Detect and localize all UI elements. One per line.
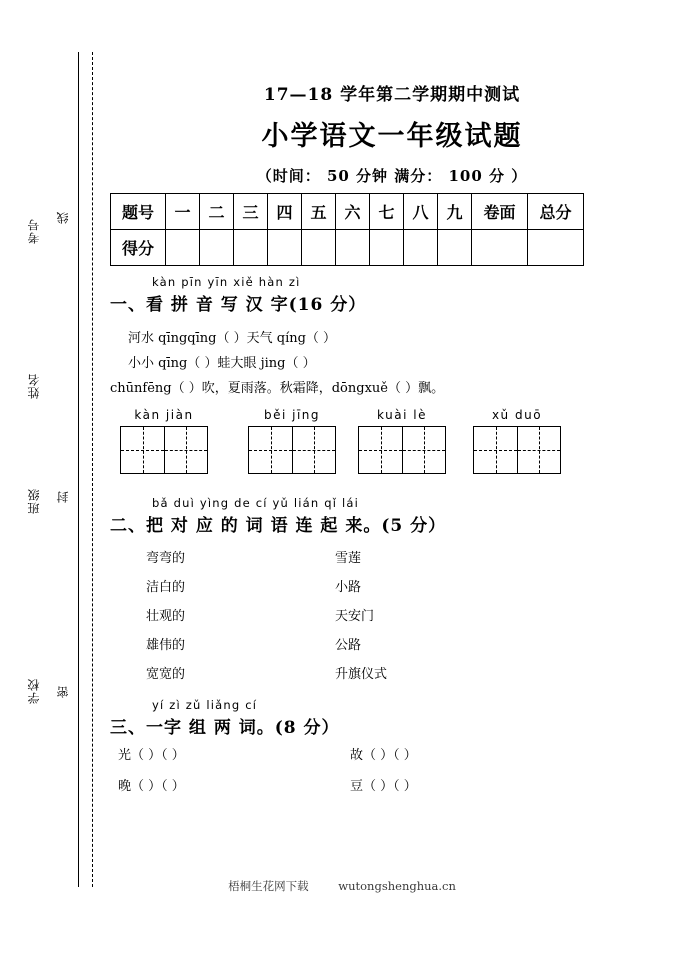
tianzige-group-xuduo [473,408,561,474]
score-table-col-8: 八 [404,194,438,230]
section-one-line-3[interactable]: chūnfēng（ ）吹，夏雨落。秋霜降，dōngxuě（ ）飘。 [110,381,445,396]
section-three-title: 三、一字 组 两 词。(8 分） [110,718,340,738]
word-building-prompt-guang[interactable]: 光（ ）（ ） [118,748,185,763]
seal-label-xian: 线 [57,208,70,227]
section-one-line-2[interactable]: 小小 qīng（ ）蛙大眼 jing（ ） [128,356,316,371]
seal-label-class: 班级 [28,485,41,517]
tianzige-cell[interactable] [164,427,207,473]
score-table-col-5: 五 [302,194,336,230]
score-table-col-presentation: 卷面 [472,194,528,230]
word-building-prompt-dou[interactable]: 豆（ ）（ ） [350,779,417,794]
score-table-col-9: 九 [438,194,472,230]
tianzige-label-kanjian: kàn jiàn [134,408,194,422]
list-item[interactable]: 升旗仪式 [335,667,388,682]
section-two-pinyin: bǎ duì yìng de cí yǔ lián qǐ lái [152,496,360,510]
section-one-line-1[interactable]: 河水 qīngqīng（ ）天气 qíng（ ） [128,331,337,346]
tianzige-cell[interactable] [249,427,292,473]
tianzige-label-beijing: běi jīng [263,408,321,422]
tianzige-group-kuaile [358,408,446,474]
word-building-prompt-gu[interactable]: 故（ ）（ ） [350,748,417,763]
seal-dashed-line [92,52,93,887]
tianzige-grid-row [110,408,630,494]
score-table-col-4: 四 [268,194,302,230]
score-cell-6[interactable] [336,230,370,266]
list-item[interactable]: 洁白的 [146,580,186,595]
score-table-row-label-score: 得分 [111,230,166,266]
tianzige-cell[interactable] [359,427,402,473]
tianzige-cell[interactable] [474,427,517,473]
score-table-col-3: 三 [234,194,268,230]
section-three [110,698,630,806]
word-building-prompt-wan[interactable]: 晚（ ）（ ） [118,779,185,794]
exam-time-and-score-line: （时间： 50 分钟 满分： 100 分 ） [256,167,528,185]
score-cell-9[interactable] [438,230,472,266]
tianzige-group-kanjian [120,408,208,474]
tianzige-box-beijing[interactable] [248,426,336,474]
tianzige-label-kuaile: kuài lè [377,408,427,422]
matching-right-column [335,544,387,689]
list-item[interactable]: 雄伟的 [146,638,186,653]
score-cell-1[interactable] [166,230,200,266]
tianzige-cell[interactable] [121,427,164,473]
score-table-col-1: 一 [166,194,200,230]
word-building-area [110,744,630,806]
section-one-title: 一、看 拼 音 写 汉 字(16 分） [110,295,367,315]
tianzige-label-xuduo: xǔ duō [491,408,543,422]
footer-site-url: wutongshenghua.cn [338,879,456,893]
list-item[interactable]: 小路 [335,580,362,595]
tianzige-group-beijing [248,408,336,474]
section-one-pinyin: kàn pīn yīn xiě hàn zì [152,275,301,289]
tianzige-cell[interactable] [517,427,560,473]
matching-left-column [146,544,185,689]
score-cell-total[interactable] [528,230,584,266]
section-two-title: 二、把 对 应 的 词 语 连 起 来。(5 分） [110,516,447,536]
score-table [110,193,584,266]
list-item[interactable]: 公路 [335,638,362,653]
tianzige-cell[interactable] [402,427,445,473]
tianzige-box-kanjian[interactable] [120,426,208,474]
matching-exercise-area [110,544,630,696]
list-item[interactable]: 弯弯的 [146,551,186,566]
score-table-col-total: 总分 [528,194,584,230]
score-table-col-2: 二 [200,194,234,230]
list-item[interactable]: 天安门 [335,609,375,624]
tianzige-cell[interactable] [292,427,335,473]
page-title: 小学语文一年级试题 [261,121,523,152]
page-header [100,0,684,186]
seal-label-feng: 封 [57,487,70,506]
exam-body [110,275,630,808]
seal-margin-column [0,0,100,967]
section-two [110,496,630,696]
score-cell-5[interactable] [302,230,336,266]
score-cell-3[interactable] [234,230,268,266]
score-cell-7[interactable] [370,230,404,266]
score-table-col-6: 六 [336,194,370,230]
seal-label-name: 姓名 [28,370,41,402]
table-row-scores [111,230,584,266]
score-table-row-label-number: 题号 [111,194,166,230]
score-cell-2[interactable] [200,230,234,266]
seal-label-mi: 密 [57,682,70,701]
word-building-row-2 [110,775,630,806]
seal-label-school: 学校 [28,675,41,707]
section-one [110,275,630,494]
exam-subtitle: 17—18 学年第二学期期中测试 [263,85,521,105]
list-item[interactable]: 雪莲 [335,551,362,566]
tianzige-box-kuaile[interactable] [358,426,446,474]
seal-solid-line [78,52,79,887]
footer-site-name-cn: 梧桐生花网下载 [228,879,309,893]
table-row-header [111,194,584,230]
score-cell-presentation[interactable] [472,230,528,266]
score-cell-8[interactable] [404,230,438,266]
list-item[interactable]: 宽宽的 [146,667,186,682]
section-three-pinyin: yí zì zǔ liǎng cí [152,698,258,712]
footer-watermark [0,878,684,894]
score-cell-4[interactable] [268,230,302,266]
tianzige-box-xuduo[interactable] [473,426,561,474]
score-table-col-7: 七 [370,194,404,230]
word-building-row-1 [110,744,630,775]
list-item[interactable]: 壮观的 [146,609,186,624]
seal-label-exam-number: 考号 [28,215,41,247]
